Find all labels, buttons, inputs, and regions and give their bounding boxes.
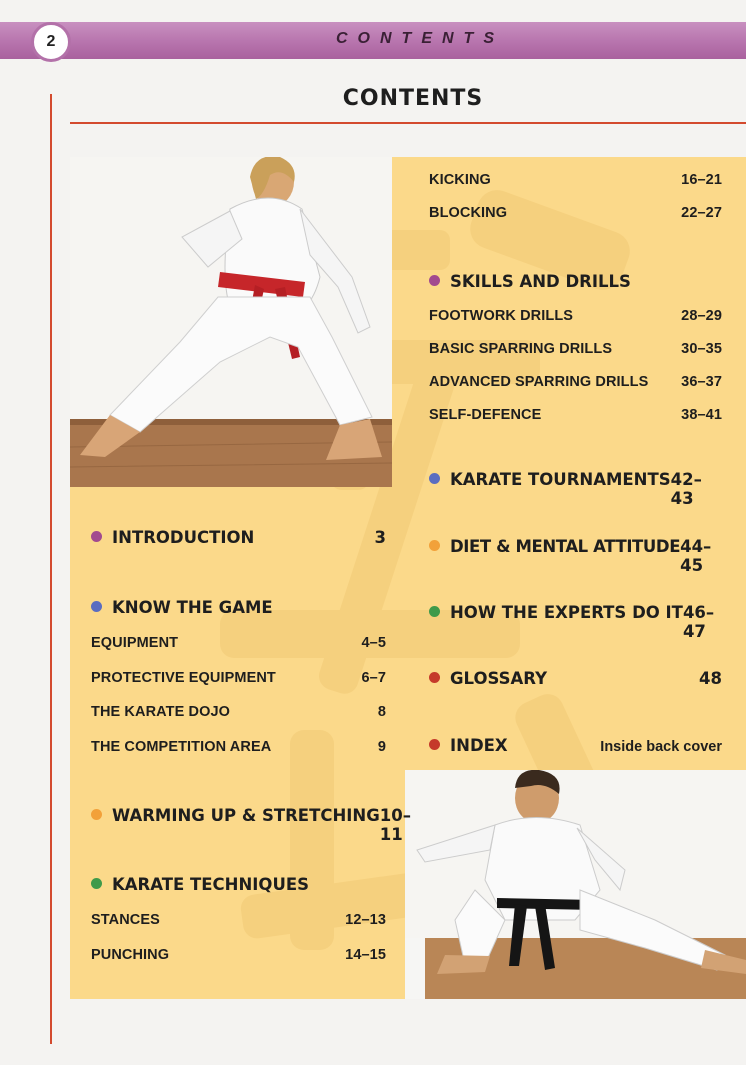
toc-item-karate-dojo[interactable] <box>91 704 386 720</box>
title-rule <box>70 122 746 124</box>
page-ref: 22–27 <box>681 205 722 221</box>
page-ref: Inside back cover <box>600 739 722 755</box>
item-label: THE COMPETITION AREA <box>91 739 272 755</box>
item-label: SELF-DEFENCE <box>429 407 542 423</box>
section-title: HOW THE EXPERTS DO IT <box>450 603 683 622</box>
toc-item-equipment[interactable] <box>91 635 386 651</box>
toc-item-kicking[interactable] <box>429 172 722 188</box>
page-title: CONTENTS <box>342 86 484 111</box>
item-label: BASIC SPARRING DRILLS <box>429 341 613 357</box>
page-ref: 48 <box>699 669 722 688</box>
blue-bullet-icon <box>91 601 102 612</box>
running-head: CONTENTS <box>336 30 504 47</box>
green-bullet-icon <box>429 606 440 617</box>
red-bullet-icon <box>429 739 440 750</box>
page-ref: 28–29 <box>681 308 722 324</box>
page-ref: 44–45 <box>680 537 712 575</box>
toc-section-introduction[interactable] <box>91 528 386 547</box>
page-ref: 16–21 <box>681 172 722 188</box>
section-title: INDEX <box>450 736 508 755</box>
page-ref: 42–43 <box>670 470 702 508</box>
section-title: INTRODUCTION <box>112 528 255 547</box>
orange-bullet-icon <box>429 540 440 551</box>
page-number: 2 <box>31 22 71 62</box>
karate-stance-photo-1 <box>70 157 392 487</box>
page-ref: 38–41 <box>681 407 722 423</box>
toc-section-tournaments[interactable] <box>429 470 722 508</box>
item-label: EQUIPMENT <box>91 635 179 651</box>
toc-item-footwork-drills[interactable] <box>429 308 722 324</box>
section-title: GLOSSARY <box>450 669 548 688</box>
purple-bullet-icon <box>429 275 440 286</box>
item-label: PUNCHING <box>91 947 170 963</box>
section-title: KNOW THE GAME <box>112 598 273 617</box>
page-ref: 46–47 <box>682 603 715 641</box>
orange-bullet-icon <box>91 809 102 820</box>
green-bullet-icon <box>91 878 102 889</box>
blue-bullet-icon <box>429 473 440 484</box>
page-ref: 6–7 <box>361 670 386 686</box>
toc-item-punching[interactable] <box>91 947 386 963</box>
toc-section-diet[interactable] <box>429 537 722 575</box>
item-label: THE KARATE DOJO <box>91 704 230 720</box>
item-label: STANCES <box>91 912 160 928</box>
toc-item-advanced-sparring-drills[interactable] <box>429 374 722 390</box>
page-ref: 4–5 <box>361 635 386 651</box>
toc-item-competition-area[interactable] <box>91 739 386 755</box>
toc-section-skills-and-drills[interactable] <box>429 272 722 291</box>
toc-item-stances[interactable] <box>91 912 386 928</box>
section-title: KARATE TOURNAMENTS <box>450 470 671 489</box>
toc-item-blocking[interactable] <box>429 205 722 221</box>
item-label: PROTECTIVE EQUIPMENT <box>91 670 276 686</box>
item-label: KICKING <box>429 172 491 188</box>
toc-section-karate-techniques[interactable] <box>91 875 386 894</box>
toc-item-protective-equipment[interactable] <box>91 670 386 686</box>
page-ref: 30–35 <box>681 341 722 357</box>
toc-section-index[interactable] <box>429 736 722 755</box>
page-ref: 10–11 <box>379 806 411 844</box>
purple-bullet-icon <box>91 531 102 542</box>
toc-item-self-defence[interactable] <box>429 407 722 423</box>
red-bullet-icon <box>429 672 440 683</box>
item-label: ADVANCED SPARRING DRILLS <box>429 374 649 390</box>
page-ref: 14–15 <box>345 947 386 963</box>
item-label: BLOCKING <box>429 205 508 221</box>
page-ref: 12–13 <box>345 912 386 928</box>
toc-section-warming-up[interactable] <box>91 806 411 844</box>
toc-section-experts[interactable] <box>429 603 722 641</box>
item-label: FOOTWORK DRILLS <box>429 308 574 324</box>
page-ref: 9 <box>377 739 386 755</box>
section-title: KARATE TECHNIQUES <box>112 875 309 894</box>
toc-section-glossary[interactable] <box>429 669 722 688</box>
page-ref: 3 <box>374 528 386 547</box>
section-title: WARMING UP & STRETCHING <box>112 806 380 825</box>
karate-stance-photo-2 <box>405 770 746 999</box>
page-ref: 36–37 <box>681 374 722 390</box>
toc-item-basic-sparring-drills[interactable] <box>429 341 722 357</box>
margin-rule <box>50 94 52 1044</box>
toc-section-know-the-game[interactable] <box>91 598 386 617</box>
page-ref: 8 <box>377 704 386 720</box>
section-title: SKILLS AND DRILLS <box>450 272 631 291</box>
section-title: DIET & MENTAL ATTITUDE <box>450 537 681 556</box>
